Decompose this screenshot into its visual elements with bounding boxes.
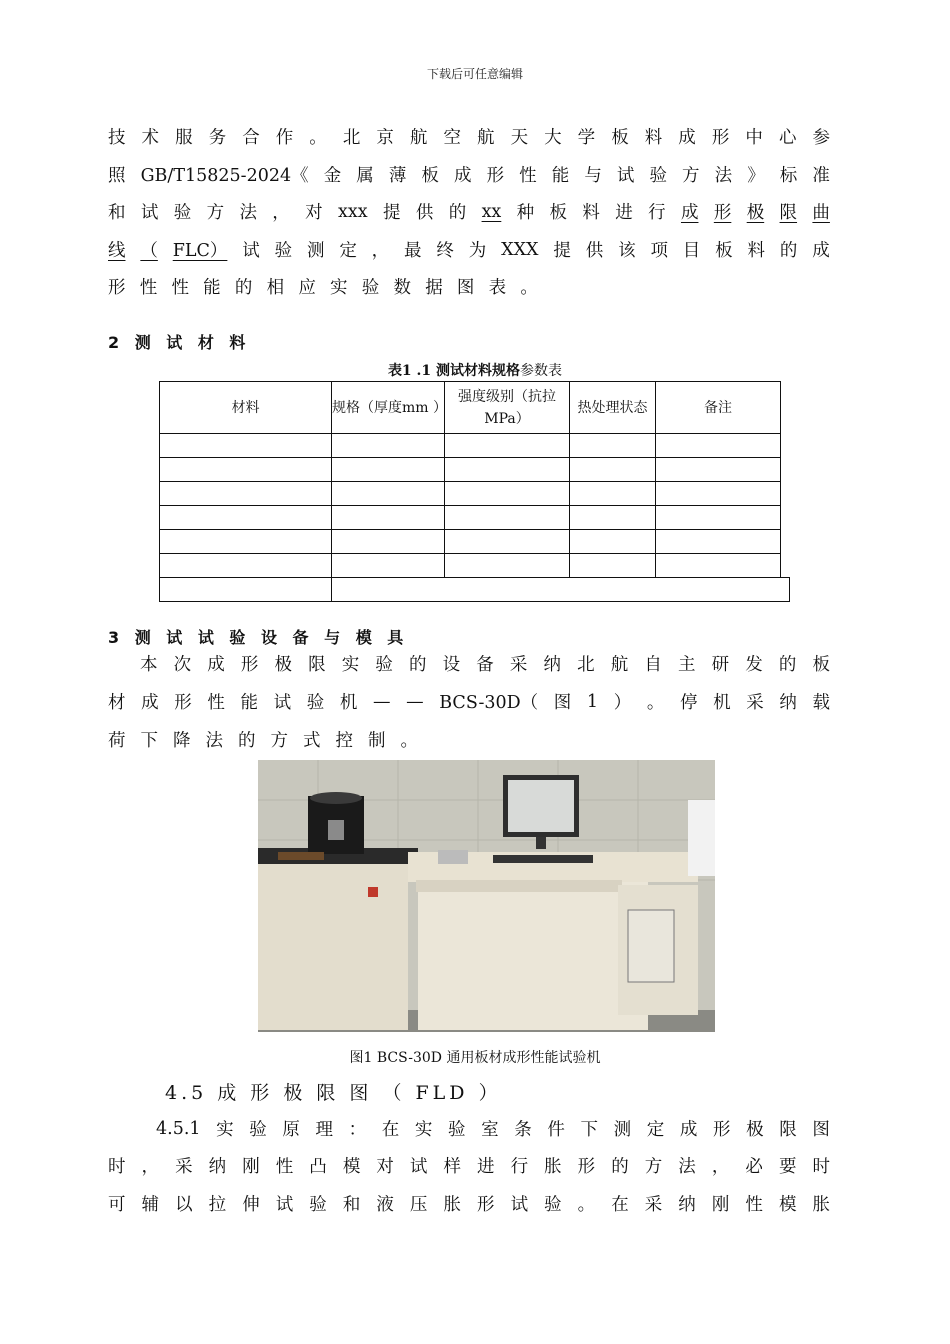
text-token: 必 xyxy=(745,1157,763,1177)
text-token: 时 xyxy=(812,1157,830,1177)
text-token: 研 xyxy=(711,655,730,675)
table-cell xyxy=(160,482,332,506)
text-token: 自 xyxy=(644,655,662,675)
table-header-row xyxy=(160,382,790,434)
text-token: 的 xyxy=(779,241,798,261)
text-token: 试 xyxy=(616,166,635,186)
text-token: 降 xyxy=(173,731,191,751)
table-spacer xyxy=(781,506,790,530)
text-token: 金 xyxy=(323,166,342,186)
text-token: 验 xyxy=(649,166,667,186)
table-cell xyxy=(160,578,332,602)
text-token: 试 xyxy=(242,241,260,261)
text-token: 纳 xyxy=(779,693,797,713)
section45-line1 xyxy=(156,1116,830,1141)
text-token: 胀 xyxy=(812,1195,830,1215)
table-cell xyxy=(570,482,656,506)
table-spacer xyxy=(781,482,790,506)
table-row xyxy=(160,458,790,482)
text-token: 数 xyxy=(393,278,411,298)
text-token: 照 xyxy=(108,166,126,186)
text-token: 空 xyxy=(443,128,461,148)
text-token: ） xyxy=(613,693,632,713)
text-token: 。 xyxy=(646,693,665,713)
text-token: 对 xyxy=(305,203,323,223)
table-cell xyxy=(570,530,656,554)
text-token: 形 xyxy=(486,166,505,186)
text-token: 实 xyxy=(414,1120,433,1140)
text-token: 图 xyxy=(553,693,572,713)
table-cell xyxy=(332,530,445,554)
text-token: 据 xyxy=(425,278,443,298)
table-cell xyxy=(445,482,570,506)
table-cell xyxy=(160,554,332,578)
table-row xyxy=(160,530,790,554)
text-token: 停 xyxy=(679,693,698,713)
text-token: 验 xyxy=(448,1120,466,1140)
text-token: 供 xyxy=(585,241,604,261)
text-token: 试 xyxy=(409,1157,428,1177)
text-token: 行 xyxy=(510,1157,529,1177)
text-token: — xyxy=(373,691,391,712)
para1-line1 xyxy=(108,124,830,149)
table-cell xyxy=(160,458,332,482)
text-token: 能 xyxy=(203,278,221,298)
text-token: 形 xyxy=(477,1195,495,1215)
text-token: 航 xyxy=(610,655,629,675)
text-token: 法 xyxy=(205,731,223,751)
text-token: 模 xyxy=(342,1157,361,1177)
text-token: 成 xyxy=(454,166,472,186)
text-token: 料 xyxy=(747,241,766,261)
text-token: 试 xyxy=(140,203,159,223)
table-spacer xyxy=(781,434,790,458)
text-token: 验 xyxy=(249,1120,267,1140)
text-token: 成 xyxy=(680,203,699,223)
text-token: 验 xyxy=(306,693,325,713)
text-token: 采 xyxy=(746,693,764,713)
section45-line2 xyxy=(108,1153,830,1178)
text-token: FLC） xyxy=(172,241,228,261)
text-token: 验 xyxy=(375,655,393,675)
table-caption-bold: 表1 .1 测试材料规格 xyxy=(387,363,521,379)
text-token: ， xyxy=(711,1157,730,1177)
text-token: 实 xyxy=(216,1120,234,1140)
text-token: 验 xyxy=(274,241,293,261)
text-token: 航 xyxy=(477,128,495,148)
text-token: 法 xyxy=(239,203,257,223)
equipment-photo-illustration xyxy=(258,760,715,1032)
text-token: 限 xyxy=(779,1120,797,1140)
text-token: 中 xyxy=(745,128,763,148)
text-token: ： xyxy=(348,1120,367,1140)
text-token: 验 xyxy=(309,1195,327,1215)
text-token: 作 xyxy=(275,128,294,148)
text-token: 京 xyxy=(376,128,394,148)
text-token: 实 xyxy=(330,278,348,298)
header-cell-material: 材料 xyxy=(160,382,332,434)
text-token: 薄 xyxy=(388,166,407,186)
text-token: 发 xyxy=(745,655,763,675)
text-token: 准 xyxy=(812,166,830,186)
text-token: 刚 xyxy=(711,1195,730,1215)
table-cell xyxy=(570,554,656,578)
table-cell xyxy=(332,482,445,506)
text-token: 备 xyxy=(476,655,494,675)
text-token: 实 xyxy=(341,655,360,675)
table-cell xyxy=(160,530,332,554)
table-spacer xyxy=(781,554,790,578)
text-token: 图 xyxy=(456,278,475,298)
text-token: 极 xyxy=(274,655,292,675)
text-token: 北 xyxy=(342,128,361,148)
text-token: 模 xyxy=(778,1195,797,1215)
para1-line3 xyxy=(108,199,830,224)
text-token: 。 xyxy=(520,278,538,298)
table-cell xyxy=(656,434,781,458)
text-token: 试 xyxy=(275,1195,294,1215)
table-cell xyxy=(160,434,332,458)
text-token: 能 xyxy=(551,166,570,186)
text-token: 对 xyxy=(376,1157,394,1177)
table-cell xyxy=(445,554,570,578)
text-token: 件 xyxy=(547,1120,565,1140)
text-token: 刚 xyxy=(242,1157,260,1177)
text-token: 材 xyxy=(108,693,126,713)
text-token: 的 xyxy=(234,278,253,298)
text-token: 在 xyxy=(381,1120,400,1140)
text-token: 性 xyxy=(519,166,537,186)
text-token: 项 xyxy=(650,241,668,261)
text-token: 图 xyxy=(812,1120,830,1140)
table-cell xyxy=(656,506,781,530)
text-token: 。 xyxy=(309,128,327,148)
para1-line4 xyxy=(108,237,830,262)
table-row xyxy=(160,506,790,530)
text-token: 样 xyxy=(443,1157,461,1177)
text-token: 次 xyxy=(173,655,192,675)
text-token: 形 xyxy=(240,655,259,675)
text-token: 性 xyxy=(207,693,225,713)
section45-title: 4.5 成 形 极 限 图 （ FLD ） xyxy=(165,1082,502,1104)
text-token: 机 xyxy=(339,693,358,713)
table-row xyxy=(160,482,790,506)
text-token: 务 xyxy=(208,128,227,148)
spec-table xyxy=(159,381,790,602)
text-token: 验 xyxy=(173,203,192,223)
text-token: 纳 xyxy=(208,1157,227,1177)
text-token: 服 xyxy=(175,128,193,148)
text-token: 纳 xyxy=(543,655,561,675)
text-token: 曲 xyxy=(812,203,830,223)
text-token: 板 xyxy=(421,166,439,186)
text-token: 线 xyxy=(108,241,126,261)
table-footer-row xyxy=(160,578,790,602)
table-cell xyxy=(570,458,656,482)
text-token: 的 xyxy=(409,655,427,675)
text-token: 相 xyxy=(266,278,285,298)
text-token: 性 xyxy=(745,1195,763,1215)
text-token: BCS-30D（ xyxy=(439,693,539,713)
text-token: 理 xyxy=(315,1120,334,1140)
text-token: 采 xyxy=(509,655,528,675)
header-cell-spec: 规格（厚度mm ） xyxy=(332,382,445,434)
text-token: 形 xyxy=(711,128,730,148)
text-token: 料 xyxy=(644,128,663,148)
table-cell xyxy=(570,506,656,530)
text-token: 1 xyxy=(586,691,599,712)
equipment-photo xyxy=(258,760,715,1032)
text-token: 拉 xyxy=(208,1195,227,1215)
text-token: 室 xyxy=(481,1120,499,1140)
text-token: 控 xyxy=(335,731,353,751)
table-cell-merged xyxy=(332,578,790,602)
text-token: xxx xyxy=(338,201,368,222)
text-token: 形 xyxy=(108,278,126,298)
text-token: 为 xyxy=(468,241,487,261)
text-token: 成 xyxy=(207,655,225,675)
text-token: 辅 xyxy=(141,1195,160,1215)
text-token: 和 xyxy=(108,203,126,223)
text-token: 极 xyxy=(746,203,765,223)
table-cell xyxy=(656,554,781,578)
text-token: 的 xyxy=(778,655,797,675)
text-token: 设 xyxy=(442,655,461,675)
text-token: 凸 xyxy=(309,1157,327,1177)
para1-line5 xyxy=(108,274,538,299)
text-token: 属 xyxy=(356,166,374,186)
text-token: 要 xyxy=(778,1157,797,1177)
header-cell-strength: 强度级别（抗拉MPa） xyxy=(445,382,570,434)
text-token: 4.5.1 xyxy=(156,1118,201,1139)
text-token: xx xyxy=(481,201,502,222)
text-token: 。 xyxy=(400,731,418,751)
table-cell xyxy=(570,434,656,458)
text-token: 参 xyxy=(812,128,830,148)
text-token: 方 xyxy=(682,166,700,186)
header-cell-heat-treatment: 热处理状态 xyxy=(570,382,656,434)
section3-line2 xyxy=(108,689,830,714)
text-token: 料 xyxy=(582,203,600,223)
text-token: 限 xyxy=(779,203,798,223)
table-cell xyxy=(656,482,781,506)
para1-line2 xyxy=(108,162,830,187)
table-cell xyxy=(656,458,781,482)
table-caption xyxy=(0,360,950,380)
text-token: XXX xyxy=(501,239,539,260)
text-token: 北 xyxy=(577,655,595,675)
header-cell-remark: 备注 xyxy=(656,382,781,434)
text-token: 和 xyxy=(342,1195,361,1215)
text-token: 胀 xyxy=(544,1157,562,1177)
page-header: 下载后可任意编辑 xyxy=(426,67,523,81)
text-token: 以 xyxy=(175,1195,193,1215)
text-token: 形 xyxy=(713,203,732,223)
text-token: 性 xyxy=(139,278,158,298)
text-token: 成 xyxy=(679,1120,698,1140)
text-token: 方 xyxy=(644,1157,663,1177)
text-token: 大 xyxy=(544,128,562,148)
table-cell xyxy=(160,506,332,530)
table-spacer xyxy=(781,382,790,434)
figure-caption: 图1 BCS-30D 通用板材成形性能试验机 xyxy=(349,1050,601,1066)
text-token: 天 xyxy=(510,128,529,148)
table-cell xyxy=(332,458,445,482)
text-token: 板 xyxy=(611,128,629,148)
text-token: 采 xyxy=(175,1157,193,1177)
table-cell xyxy=(332,506,445,530)
text-token: 心 xyxy=(778,128,797,148)
text-token: 形 xyxy=(174,693,192,713)
text-token: 能 xyxy=(240,693,258,713)
table-cell xyxy=(445,530,570,554)
table-spacer xyxy=(781,458,790,482)
text-token: 测 xyxy=(613,1120,632,1140)
text-token: 最 xyxy=(404,241,422,261)
text-token: 提 xyxy=(382,203,401,223)
text-token: 形 xyxy=(713,1120,731,1140)
text-token: 机 xyxy=(713,693,731,713)
text-token: 目 xyxy=(682,241,701,261)
text-token: ， xyxy=(272,203,290,223)
text-token: 术 xyxy=(141,128,160,148)
text-token: 试 xyxy=(510,1195,529,1215)
text-token: 标 xyxy=(779,166,798,186)
text-token: 提 xyxy=(553,241,571,261)
table-cell xyxy=(332,434,445,458)
text-token: 伸 xyxy=(242,1195,260,1215)
text-token: 成 xyxy=(141,693,159,713)
text-token: 液 xyxy=(376,1195,394,1215)
text-token: 合 xyxy=(242,128,260,148)
text-token: 行 xyxy=(648,203,666,223)
table-caption-rest: 参数表 xyxy=(520,363,563,379)
table-cell xyxy=(332,554,445,578)
text-token: ， xyxy=(141,1157,160,1177)
text-token: 的 xyxy=(448,203,467,223)
text-token: 终 xyxy=(436,241,454,261)
text-token: 进 xyxy=(615,203,633,223)
table-cell xyxy=(656,530,781,554)
text-token: 》 xyxy=(747,166,765,186)
table-spacer xyxy=(781,530,790,554)
section3-title: 3 测 试 试 验 设 备 与 模 具 xyxy=(108,628,409,647)
table-cell xyxy=(445,458,570,482)
text-token: 应 xyxy=(298,278,316,298)
text-token: 与 xyxy=(584,166,602,186)
text-token: 成 xyxy=(812,241,830,261)
text-token: 试 xyxy=(273,693,292,713)
text-token: 在 xyxy=(611,1195,629,1215)
text-token: 主 xyxy=(678,655,696,675)
section2-title: 2 测 试 材 料 xyxy=(108,333,251,352)
table-row xyxy=(160,554,790,578)
section3-line3 xyxy=(108,727,418,752)
text-token: 法 xyxy=(714,166,733,186)
text-token: 下 xyxy=(580,1120,599,1140)
text-token: 板 xyxy=(715,241,733,261)
text-token: 航 xyxy=(409,128,428,148)
text-token: GB/T15825-2024《 xyxy=(140,166,309,186)
text-token: （ xyxy=(140,241,158,261)
text-token: 采 xyxy=(644,1195,663,1215)
text-token: 形 xyxy=(577,1157,596,1177)
text-token: 该 xyxy=(618,241,636,261)
text-token: 板 xyxy=(812,655,830,675)
text-token: 板 xyxy=(549,203,568,223)
table-row xyxy=(160,434,790,458)
text-token: 载 xyxy=(812,693,830,713)
text-token: 供 xyxy=(415,203,434,223)
text-token: 极 xyxy=(746,1120,764,1140)
table-cell xyxy=(445,506,570,530)
section45-line3 xyxy=(108,1191,830,1216)
text-token: 验 xyxy=(544,1195,562,1215)
text-token: 定 xyxy=(646,1120,665,1140)
text-token: 法 xyxy=(678,1157,696,1177)
text-token: 条 xyxy=(514,1120,532,1140)
text-token: 技 xyxy=(108,128,126,148)
text-token: 荷 xyxy=(108,731,126,751)
text-token: 本 xyxy=(140,655,158,675)
text-token: ， xyxy=(371,241,390,261)
text-token: 的 xyxy=(611,1157,629,1177)
text-token: 验 xyxy=(361,278,380,298)
text-token: 成 xyxy=(678,128,696,148)
table-cell xyxy=(445,434,570,458)
text-token: 的 xyxy=(238,731,256,751)
text-token: 学 xyxy=(577,128,596,148)
section3-line1 xyxy=(140,651,830,676)
text-token: 压 xyxy=(409,1195,428,1215)
text-token: 。 xyxy=(577,1195,596,1215)
text-token: 纳 xyxy=(678,1195,696,1215)
text-token: 制 xyxy=(368,731,386,751)
text-token: 方 xyxy=(270,731,288,751)
text-token: 进 xyxy=(477,1157,495,1177)
text-token: 式 xyxy=(303,731,321,751)
text-token: 表 xyxy=(488,278,507,298)
text-token: 胀 xyxy=(443,1195,461,1215)
text-token: 限 xyxy=(308,655,326,675)
text-token: — xyxy=(406,691,424,712)
text-token: 时 xyxy=(108,1157,126,1177)
text-token: 原 xyxy=(282,1120,300,1140)
text-token: 种 xyxy=(516,203,535,223)
text-token: 测 xyxy=(306,241,325,261)
text-token: 定 xyxy=(339,241,357,261)
text-token: 可 xyxy=(108,1195,126,1215)
text-token: 方 xyxy=(206,203,225,223)
text-token: 下 xyxy=(140,731,158,751)
text-token: 性 xyxy=(275,1157,294,1177)
text-token: 性 xyxy=(171,278,189,298)
